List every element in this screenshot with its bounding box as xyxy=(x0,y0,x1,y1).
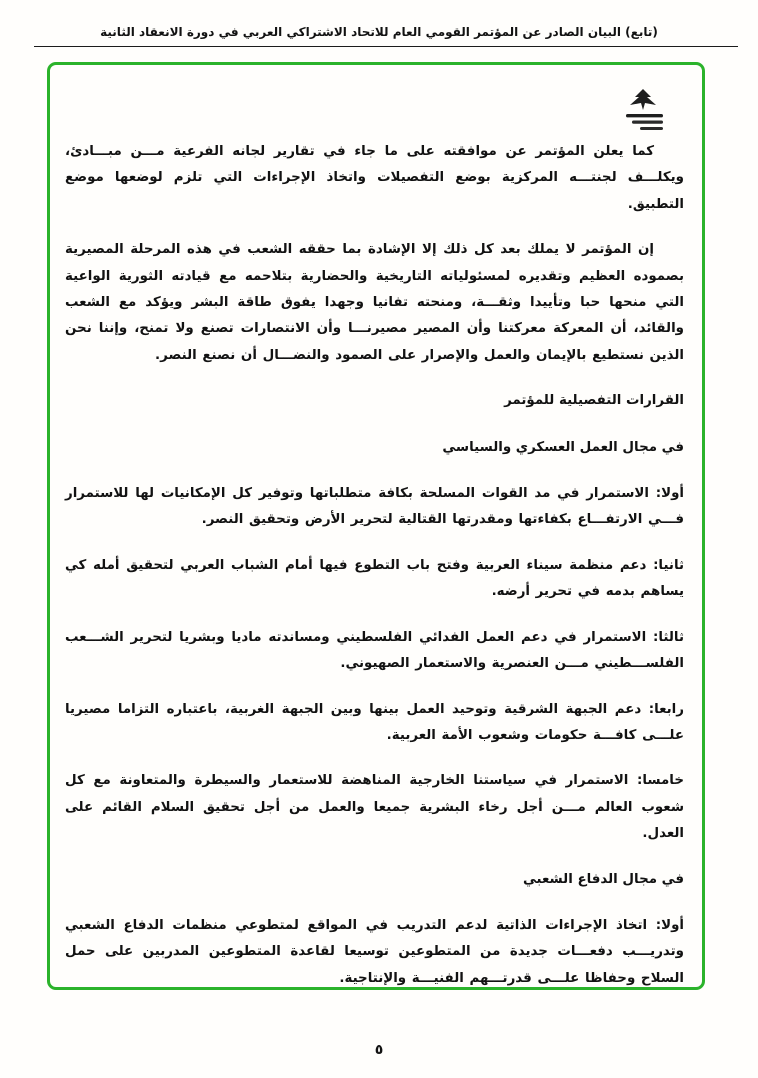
paragraph: أولا: اتخاذ الإجراءات الذاتية لدعم التدريب في المواقع لمتطوعي منظمات الدفاع الشعبي وتدريـــب دفعـــات جديدة من المتطوعين توسيعا لقاعدة المتطوعين المدربين على حمل السلاح وحفاظا علـــى قدرتـــهم الفنيـــة والإنتاجية. xyxy=(65,917,684,986)
paragraph: ثانيا: دعم منظمة سيناء العربية وفتح باب التطوع فيها أمام الشباب العربي لتحقيق أمله كي يساهم بدمه في تحرير أرضه. xyxy=(65,557,684,600)
section-heading: في مجال الدفاع الشعبي xyxy=(522,871,684,887)
paragraph: أولا: الاستمرار في مد القوات المسلحة بكافة متطلباتها وتوفير كل الإمكانيات لها للاستمرار فـــي الارتفـــاع بكفاءتها ومقدرتها القتالية لتحرير الأرض وتحقيق النصر. xyxy=(65,486,684,528)
paragraph: كما يعلن المؤتمر عن موافقته على ما جاء في تقارير لجانه الفرعية مـــن مبـــادئ، ويكلـــف لجنتـــه المركزية بوضع التفصيلات واتخاذ الإجراءات التي تلزم لوضعها موضع التطبيق. xyxy=(65,144,684,212)
paragraph: رابعا: دعم الجبهة الشرقية وتوحيد العمل بينها وبين الجبهة الغربية، باعتباره التزاما مصيريا علـــى كافـــة حكومات وشعوب الأمة العربية. xyxy=(65,701,684,743)
paragraph: إن المؤتمر لا يملك بعد كل ذلك إلا الإشادة بما حققه الشعب في هذه المرحلة المصيرية بصموده العظيم وتقديره لمسئولياته التاريخية والحضارية بتلاحمه مع قيادته الثورية الواعية التي منحها حبا وتأييدا وثقـــة، ومنحته تفانيا وجهدا يفوق طاقة البشر ويؤكد مع الشعب والقائد، أن المعركة معركتنا وأن المصير مصيرنـــا وأن الانتصارات تصنع ولا تمنح، وإننا نحن الذين نستطيع بالإيمان والعمل والإصرار على الصمود والنضـــال أن نصنع النصر. xyxy=(65,242,684,363)
page-number: ٥ xyxy=(374,1042,384,1058)
document-body xyxy=(65,139,684,1011)
paragraph: ثالثا: الاستمرار في دعم العمل الفدائي الفلسطيني ومساندته ماديا وبشريا لتحرير الشـــعب الفلســـطيني مـــن العنصرية والاستعمار الصهيوني. xyxy=(65,629,684,672)
page-header-title: (تابع) البيان الصادر عن المؤتمر القومي العام للاتحاد الاشتراكي العربي في دورة الانعقاد الثانية xyxy=(100,25,658,39)
header-divider xyxy=(34,46,738,47)
green-border-frame xyxy=(47,62,705,990)
union-emblem-stamp-icon xyxy=(620,87,666,137)
section-heading: القرارات التفصيلية للمؤتمر xyxy=(504,393,684,409)
paragraph: خامسا: الاستمرار في سياستنا الخارجية المناهضة للاستعمار والسيطرة والمتعاونة مع كل شعوب العالم مـــن أجل رخاء البشرية جميعا والعمل من أجل تحقيق السلام القائم على العدل. xyxy=(65,773,684,842)
section-heading: في مجال العمل العسكري والسياسي xyxy=(442,439,684,455)
